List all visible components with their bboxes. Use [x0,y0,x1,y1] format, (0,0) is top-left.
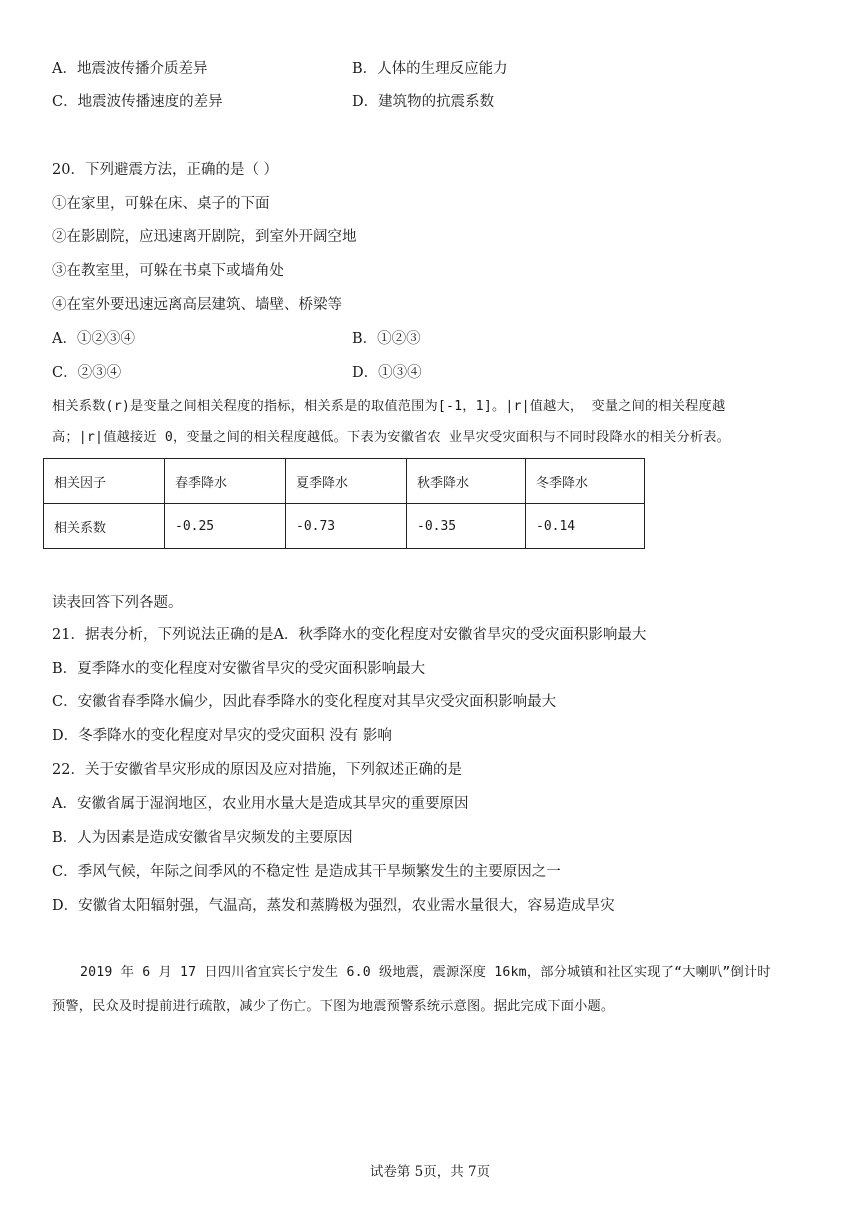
table-header-cell: 相关因子 [44,459,165,504]
q22-option-a: A．安徽省属于湿润地区，农业用水量大是造成其旱灾的重要原因 [52,796,469,812]
q19-option-d: D．建筑物的抗震系数 [352,94,495,110]
page-footer: 试卷第 5页，共 7页 [369,1164,491,1180]
q20-stem: 20．下列避震方法，正确的是（ ） [52,162,279,178]
quake-line-1: 2019 年 6 月 17 日四川省宜宾长宁发生 6.0 级地震，震源深度 16km，部分城镇和社区实现了“大喇叭”倒计时 [80,965,771,980]
table-cell: 相关系数 [44,504,165,549]
intro-line-2: 高；∣r∣值越接近 0，变量之间的相关程度越低。下表为安徽省农 业旱灾受灾面积与不同时段降水的相关分析表。 [52,430,731,445]
q22-option-c: C．季风气候，年际之间季风的不稳定性 是造成其干旱频繁发生的主要原因之一 [52,864,561,880]
q22-stem: 22．关于安徽省旱灾形成的原因及应对措施，下列叙述正确的是 [52,762,462,778]
q20-item-1: ①在家里，可躲在床、桌子的下面 [52,196,270,212]
q20-option-d: D．①③④ [352,365,422,381]
table-header-cell: 冬季降水 [526,459,645,504]
table-header-row [44,459,645,504]
table-header-cell: 春季降水 [165,459,286,504]
q20-option-a: A．①②③④ [52,331,135,347]
table-cell: -0.73 [286,504,407,549]
table-header-cell: 秋季降水 [407,459,526,504]
intro-line-1: 相关系数(r)是变量之间相关程度的指标，相关系是的取值范围为[-1，1]。∣r∣值越大， 变量之间的相关程度越 [52,399,726,414]
q22-option-d: D．安徽省太阳辐射强，气温高，蒸发和蒸腾极为强烈，农业需水量很大，容易造成旱灾 [52,898,615,914]
table-cell: -0.35 [407,504,526,549]
q19-option-a: A．地震波传播介质差异 [52,61,208,77]
q19-option-c: C．地震波传播速度的差异 [52,94,223,110]
q20-item-4: ④在室外要迅速远离高层建筑、墙壁、桥梁等 [52,297,342,313]
q19-option-b: B．人体的生理反应能力 [352,61,508,77]
q20-option-b: B．①②③ [352,331,421,347]
q20-item-2: ②在影剧院，应迅速离开剧院，到室外开阔空地 [52,229,357,245]
q21-option-d: D．冬季降水的变化程度对旱灾的受灾面积 没有 影响 [52,728,392,744]
table-cell: -0.14 [526,504,645,549]
q20-option-c: C．②③④ [52,365,122,381]
table-header-cell: 夏季降水 [286,459,407,504]
quake-line-2: 预警，民众及时提前进行疏散，减少了伤亡。下图为地震预警系统示意图。据此完成下面小题。 [52,999,615,1014]
q21-option-b: B．夏季降水的变化程度对安徽省旱灾的受灾面积影响最大 [52,661,426,677]
read-prompt: 读表回答下列各题。 [52,595,183,611]
correlation-table [43,458,645,549]
q22-option-b: B．人为因素是造成安徽省旱灾频发的主要原因 [52,830,353,846]
q21-option-c: C．安徽省春季降水偏少，因此春季降水的变化程度对其旱灾受灾面积影响最大 [52,694,557,710]
q21-stem: 21．据表分析，下列说法正确的是A．秋季降水的变化程度对安徽省旱灾的受灾面积影响最大 [52,627,647,643]
table-cell: -0.25 [165,504,286,549]
table-row [44,504,645,549]
q20-item-3: ③在教室里，可躲在书桌下或墙角处 [52,263,284,279]
